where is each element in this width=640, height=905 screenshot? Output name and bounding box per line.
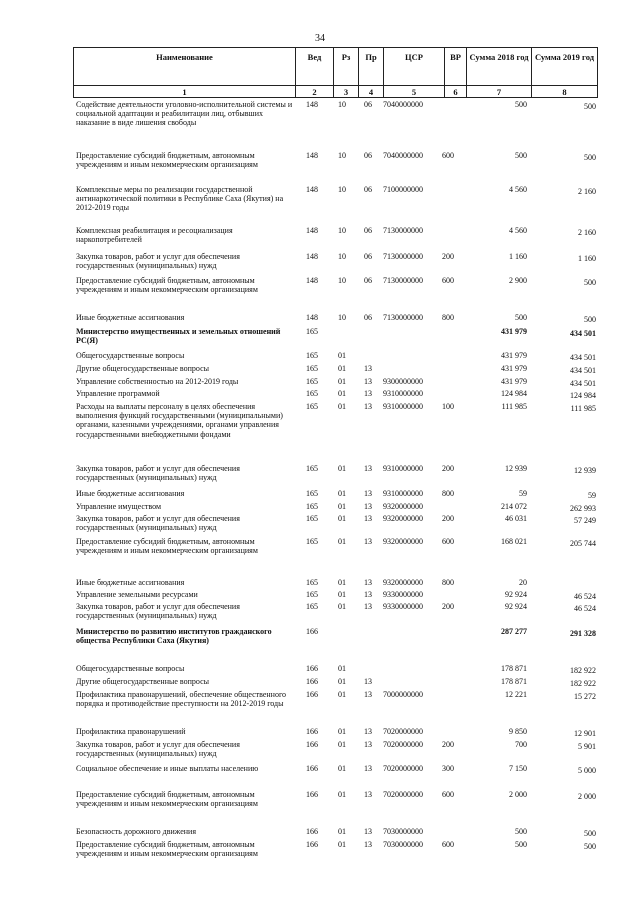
row-sum-2019: 2 160 [578, 187, 596, 196]
row-csr: 9320000000 [383, 514, 423, 523]
row-rz: 10 [338, 226, 346, 235]
row-sum-2019: 59 [588, 491, 596, 500]
row-rz: 10 [338, 151, 346, 160]
row-name: Закупка товаров, работ и услуг для обеспечения государственных (муниципальных) нужд [76, 464, 240, 483]
row-sum-2019: 500 [584, 829, 596, 838]
row-sum-2019: 500 [584, 102, 596, 111]
row-sum-2019: 434 501 [570, 329, 596, 338]
header-num-1: 1 [74, 86, 296, 98]
row-name: Предоставление субсидий бюджетным, автономным учреждениям и иным некоммерческим организациям [76, 840, 258, 859]
row-vr: 800 [442, 489, 454, 498]
row-pr: 13 [364, 537, 372, 546]
row-sum-2019: 434 501 [570, 353, 596, 362]
row-name: Иные бюджетные ассигнования [76, 489, 185, 498]
row-csr: 7020000000 [383, 764, 423, 773]
row-vr: 200 [442, 252, 454, 261]
row-rz: 01 [338, 502, 346, 511]
row-ved: 166 [306, 790, 318, 799]
row-sum-2018: 124 984 [501, 389, 527, 398]
row-sum-2018: 431 979 [501, 364, 527, 373]
row-sum-2019: 182 922 [570, 666, 596, 675]
header-num-6: 6 [445, 86, 467, 98]
header-num-4: 4 [359, 86, 384, 98]
row-name: Управление программой [76, 389, 160, 398]
header-num-2: 2 [296, 86, 334, 98]
row-rz: 01 [338, 764, 346, 773]
header-num-5: 5 [384, 86, 445, 98]
row-name: Закупка товаров, работ и услуг для обеспечения государственных (муниципальных) нужд [76, 252, 240, 271]
row-ved: 166 [306, 727, 318, 736]
row-rz: 10 [338, 313, 346, 322]
row-sum-2019: 500 [584, 153, 596, 162]
row-pr: 13 [364, 578, 372, 587]
row-csr: 9300000000 [383, 377, 423, 386]
row-name: Содействие деятельности уголовно-исполнительной системы и социальной адаптации и реабилитации лиц, отбывших наказание в виде лишения свободы [76, 100, 293, 128]
row-sum-2019: 500 [584, 315, 596, 324]
header-num-7: 7 [467, 86, 532, 98]
row-name: Общегосударственные вопросы [76, 351, 185, 360]
row-ved: 165 [306, 389, 318, 398]
row-pr: 06 [364, 185, 372, 194]
row-vr: 600 [442, 537, 454, 546]
row-sum-2018: 4 560 [509, 226, 527, 235]
row-csr: 9310000000 [383, 489, 423, 498]
row-rz: 10 [338, 185, 346, 194]
row-name: Иные бюджетные ассигнования [76, 313, 185, 322]
row-vr: 800 [442, 578, 454, 587]
row-ved: 165 [306, 502, 318, 511]
row-ved: 166 [306, 740, 318, 749]
row-name: Закупка товаров, работ и услуг для обеспечения государственных (муниципальных) нужд [76, 602, 240, 621]
row-name: Общегосударственные вопросы [76, 664, 185, 673]
row-sum-2019: 5 901 [578, 742, 596, 751]
row-rz: 01 [338, 690, 346, 699]
row-sum-2018: 2 000 [509, 790, 527, 799]
row-csr: 7020000000 [383, 790, 423, 799]
row-sum-2018: 92 924 [505, 602, 527, 611]
row-pr: 13 [364, 764, 372, 773]
row-pr: 13 [364, 364, 372, 373]
row-rz: 10 [338, 252, 346, 261]
row-sum-2018: 431 979 [501, 327, 527, 336]
header-sum-2019: Сумма 2019 год [532, 48, 598, 86]
row-ved: 166 [306, 690, 318, 699]
row-sum-2018: 46 031 [505, 514, 527, 523]
row-pr: 06 [364, 100, 372, 109]
row-sum-2018: 500 [515, 827, 527, 836]
row-ved: 166 [306, 664, 318, 673]
row-sum-2018: 1 160 [509, 252, 527, 261]
row-pr: 13 [364, 602, 372, 611]
row-name: Предоставление субсидий бюджетным, автономным учреждениям и иным некоммерческим организациям [76, 790, 258, 809]
row-pr: 13 [364, 377, 372, 386]
header-csr: ЦСР [384, 48, 445, 86]
row-name: Закупка товаров, работ и услуг для обеспечения государственных (муниципальных) нужд [76, 740, 240, 759]
header-pr: Пр [359, 48, 384, 86]
row-ved: 165 [306, 537, 318, 546]
row-ved: 165 [306, 590, 318, 599]
row-ved: 165 [306, 602, 318, 611]
row-csr: 7030000000 [383, 840, 423, 849]
row-ved: 166 [306, 840, 318, 849]
row-vr: 800 [442, 313, 454, 322]
row-vr: 200 [442, 514, 454, 523]
row-name: Безопасность дорожного движения [76, 827, 197, 836]
row-ved: 165 [306, 377, 318, 386]
row-sum-2018: 500 [515, 313, 527, 322]
row-ved: 166 [306, 627, 318, 636]
row-pr: 13 [364, 389, 372, 398]
header-rz: Рз [334, 48, 359, 86]
row-vr: 100 [442, 402, 454, 411]
row-sum-2018: 4 560 [509, 185, 527, 194]
row-sum-2018: 59 [519, 489, 527, 498]
row-sum-2018: 214 072 [501, 502, 527, 511]
row-csr: 9310000000 [383, 402, 423, 411]
row-sum-2019: 46 524 [574, 604, 596, 613]
row-pr: 13 [364, 727, 372, 736]
row-vr: 200 [442, 740, 454, 749]
row-sum-2019: 500 [584, 278, 596, 287]
row-pr: 13 [364, 489, 372, 498]
row-rz: 01 [338, 377, 346, 386]
row-sum-2019: 57 249 [574, 516, 596, 525]
row-pr: 13 [364, 840, 372, 849]
row-name: Расходы на выплаты персоналу в целях обеспечения выполнения функций государственными (муниципальными) органами, казенными учреждениями, органами управления государственными внебюджетными фондами [76, 402, 283, 439]
row-pr: 06 [364, 276, 372, 285]
row-ved: 165 [306, 578, 318, 587]
row-pr: 13 [364, 464, 372, 473]
row-sum-2018: 12 221 [505, 690, 527, 699]
row-rz: 01 [338, 389, 346, 398]
row-ved: 148 [306, 185, 318, 194]
row-sum-2018: 500 [515, 840, 527, 849]
header-ved: Вед [296, 48, 334, 86]
header-name: Наименование [74, 48, 296, 86]
row-sum-2019: 262 993 [570, 504, 596, 513]
row-name: Предоставление субсидий бюджетным, автономным учреждениям и иным некоммерческим организациям [76, 276, 258, 295]
row-vr: 200 [442, 602, 454, 611]
row-rz: 01 [338, 727, 346, 736]
row-sum-2018: 9 850 [509, 727, 527, 736]
row-name: Другие общегосударственные вопросы [76, 364, 210, 373]
header-num-8: 8 [532, 86, 598, 98]
row-name: Управление имуществом [76, 502, 162, 511]
row-vr: 600 [442, 151, 454, 160]
row-sum-2018: 20 [519, 578, 527, 587]
row-pr: 13 [364, 790, 372, 799]
row-rz: 01 [338, 402, 346, 411]
row-csr: 9310000000 [383, 464, 423, 473]
row-csr: 7130000000 [383, 276, 423, 285]
row-ved: 166 [306, 827, 318, 836]
row-csr: 7040000000 [383, 151, 423, 160]
row-name: Социальное обеспечение и иные выплаты населению [76, 764, 259, 773]
row-sum-2019: 2 000 [578, 792, 596, 801]
row-sum-2018: 7 150 [509, 764, 527, 773]
row-sum-2018: 92 924 [505, 590, 527, 599]
row-pr: 06 [364, 151, 372, 160]
row-ved: 148 [306, 276, 318, 285]
row-csr: 9320000000 [383, 502, 423, 511]
row-ved: 166 [306, 677, 318, 686]
row-ved: 165 [306, 351, 318, 360]
row-pr: 06 [364, 226, 372, 235]
row-sum-2018: 700 [515, 740, 527, 749]
row-ved: 148 [306, 313, 318, 322]
row-sum-2019: 500 [584, 842, 596, 851]
row-name: Предоставление субсидий бюджетным, автономным учреждениям и иным некоммерческим организациям [76, 537, 258, 556]
row-sum-2019: 434 501 [570, 379, 596, 388]
row-sum-2019: 46 524 [574, 592, 596, 601]
row-csr: 7020000000 [383, 727, 423, 736]
row-rz: 01 [338, 489, 346, 498]
row-rz: 10 [338, 100, 346, 109]
row-csr: 9330000000 [383, 602, 423, 611]
row-rz: 10 [338, 276, 346, 285]
row-ved: 165 [306, 464, 318, 473]
row-sum-2018: 178 871 [501, 664, 527, 673]
row-name: Комплексные меры по реализации государственной антинаркотической политики в Республике Саха (Якутия) на 2012-2019 годы [76, 185, 284, 213]
row-sum-2019: 2 160 [578, 228, 596, 237]
row-name: Министерство по развитию институтов гражданского общества Республики Саха (Якутия) [76, 627, 272, 646]
row-sum-2018: 500 [515, 151, 527, 160]
row-pr: 06 [364, 313, 372, 322]
row-csr: 7100000000 [383, 185, 423, 194]
row-sum-2019: 12 939 [574, 466, 596, 475]
row-csr: 7130000000 [383, 226, 423, 235]
row-name: Другие общегосударственные вопросы [76, 677, 210, 686]
row-sum-2018: 178 871 [501, 677, 527, 686]
row-sum-2018: 287 277 [501, 627, 527, 636]
row-sum-2019: 124 984 [570, 391, 596, 400]
header-num-3: 3 [334, 86, 359, 98]
row-ved: 166 [306, 764, 318, 773]
row-csr: 9330000000 [383, 590, 423, 599]
row-ved: 148 [306, 226, 318, 235]
row-name: Министерство имущественных и земельных отношений РС(Я) [76, 327, 281, 346]
row-sum-2019: 434 501 [570, 366, 596, 375]
row-rz: 01 [338, 664, 346, 673]
row-sum-2018: 431 979 [501, 351, 527, 360]
row-ved: 165 [306, 364, 318, 373]
row-rz: 01 [338, 790, 346, 799]
row-vr: 600 [442, 276, 454, 285]
row-rz: 01 [338, 740, 346, 749]
row-pr: 13 [364, 740, 372, 749]
row-rz: 01 [338, 537, 346, 546]
row-pr: 13 [364, 690, 372, 699]
row-name: Профилактика правонарушений [76, 727, 186, 736]
row-rz: 01 [338, 827, 346, 836]
row-sum-2018: 12 939 [505, 464, 527, 473]
page-number: 34 [315, 33, 325, 44]
row-csr: 9320000000 [383, 578, 423, 587]
row-vr: 600 [442, 840, 454, 849]
row-rz: 01 [338, 677, 346, 686]
row-sum-2019: 5 000 [578, 766, 596, 775]
row-sum-2019: 1 160 [578, 254, 596, 263]
row-rz: 01 [338, 514, 346, 523]
table-header [73, 47, 598, 98]
row-name: Комплексная реабилитация и ресоциализация наркопотребителей [76, 226, 233, 245]
row-name: Закупка товаров, работ и услуг для обеспечения государственных (муниципальных) нужд [76, 514, 240, 533]
row-sum-2018: 431 979 [501, 377, 527, 386]
row-sum-2018: 500 [515, 100, 527, 109]
row-csr: 7130000000 [383, 252, 423, 261]
row-sum-2019: 205 744 [570, 539, 596, 548]
row-csr: 7000000000 [383, 690, 423, 699]
row-csr: 7040000000 [383, 100, 423, 109]
row-vr: 600 [442, 790, 454, 799]
header-sum-2018: Сумма 2018 год [467, 48, 532, 86]
row-pr: 13 [364, 514, 372, 523]
row-pr: 13 [364, 502, 372, 511]
row-name: Профилактика правонарушений, обеспечение общественного порядка и противодействие преступности на 2012-2019 годы [76, 690, 287, 709]
row-pr: 13 [364, 590, 372, 599]
row-sum-2018: 168 021 [501, 537, 527, 546]
row-name: Иные бюджетные ассигнования [76, 578, 185, 587]
header-vr: ВР [445, 48, 467, 86]
row-ved: 148 [306, 100, 318, 109]
row-ved: 165 [306, 402, 318, 411]
row-pr: 13 [364, 827, 372, 836]
row-ved: 148 [306, 151, 318, 160]
row-rz: 01 [338, 351, 346, 360]
row-pr: 13 [364, 677, 372, 686]
row-ved: 165 [306, 514, 318, 523]
row-pr: 06 [364, 252, 372, 261]
row-csr: 7130000000 [383, 313, 423, 322]
row-vr: 200 [442, 464, 454, 473]
row-sum-2018: 111 985 [501, 402, 527, 411]
row-sum-2019: 291 328 [570, 629, 596, 638]
row-rz: 01 [338, 840, 346, 849]
row-name: Управление собственностью на 2012-2019 годы [76, 377, 239, 386]
row-ved: 165 [306, 327, 318, 336]
row-rz: 01 [338, 464, 346, 473]
row-vr: 300 [442, 764, 454, 773]
row-sum-2019: 182 922 [570, 679, 596, 688]
row-name: Управление земельными ресурсами [76, 590, 198, 599]
row-sum-2019: 15 272 [574, 692, 596, 701]
row-csr: 7030000000 [383, 827, 423, 836]
row-name: Предоставление субсидий бюджетным, автономным учреждениям и иным некоммерческим организациям [76, 151, 258, 170]
row-sum-2019: 111 985 [570, 404, 596, 413]
row-sum-2019: 12 901 [574, 729, 596, 738]
row-pr: 13 [364, 402, 372, 411]
row-ved: 165 [306, 489, 318, 498]
row-rz: 01 [338, 590, 346, 599]
row-rz: 01 [338, 364, 346, 373]
row-csr: 9320000000 [383, 537, 423, 546]
row-ved: 148 [306, 252, 318, 261]
row-rz: 01 [338, 602, 346, 611]
row-csr: 9310000000 [383, 389, 423, 398]
row-rz: 01 [338, 578, 346, 587]
row-csr: 7020000000 [383, 740, 423, 749]
row-sum-2018: 2 900 [509, 276, 527, 285]
